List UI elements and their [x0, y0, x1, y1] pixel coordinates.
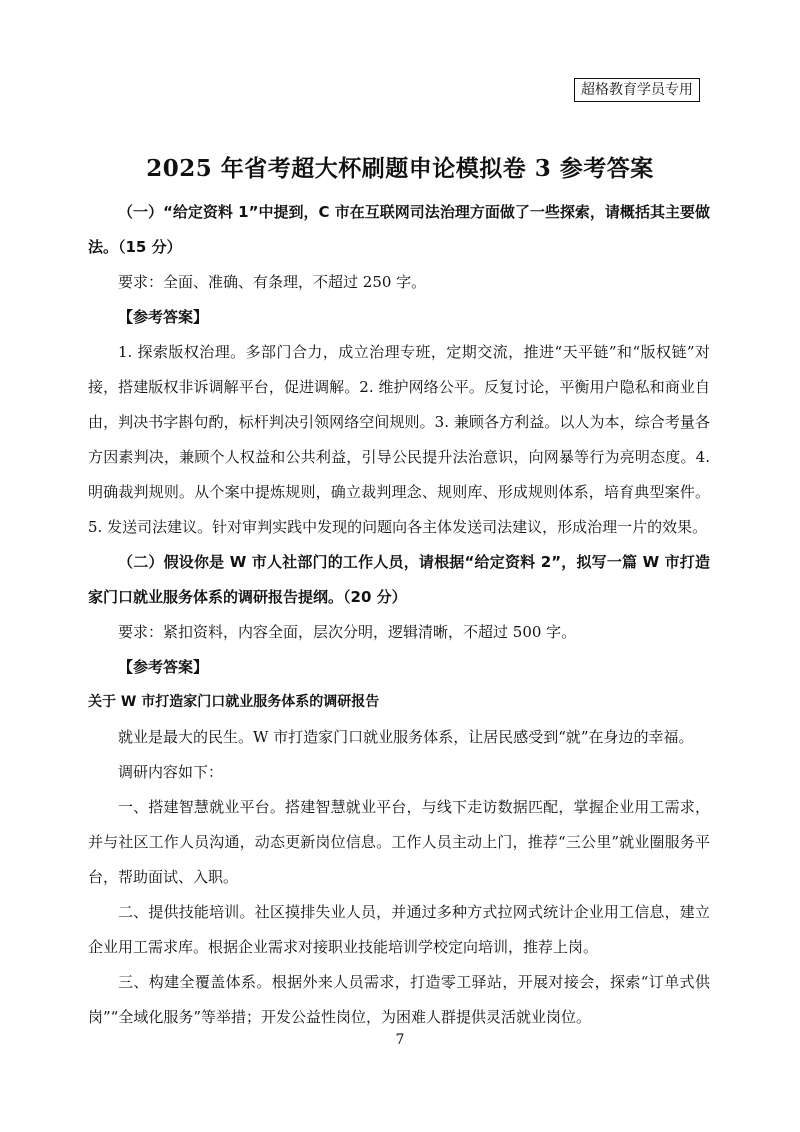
- report-paragraph: 就业是最大的民生。W 市打造家门口就业服务体系，让居民感受到“就”在身边的幸福。: [118, 728, 694, 746]
- content: [88, 195, 710, 1035]
- requirement-2: 要求：紧扣资料，内容全面，层次分明，逻辑清晰，不超过 500 字。: [118, 623, 577, 641]
- report-paragraph: 调研内容如下：: [118, 763, 224, 781]
- page-title: 2025 年省考超大杯刷题申论模拟卷 3 参考答案: [146, 155, 654, 182]
- header-label: 超格教育学员专用: [574, 78, 700, 102]
- report-paragraph: 二、提供技能培训。社区摸排失业人员，并通过多种方式拉网式统计企业用工信息，建立企业用工需求库。根据企业需求对接职业技能培训学校定向培训，推荐上岗。: [88, 903, 710, 956]
- report-paragraph: 一、搭建智慧就业平台。搭建智慧就业平台，与线下走访数据匹配，掌握企业用工需求，并与社区工作人员沟通，动态更新岗位信息。工作人员主动上门，推荐“三公里”就业圈服务平台，帮助面试、入职。: [88, 798, 710, 886]
- answer-heading-1: 【参考答案】: [118, 308, 209, 326]
- report-title: 关于 W 市打造家门口就业服务体系的调研报告: [88, 694, 380, 710]
- answer-heading-2: 【参考答案】: [118, 658, 209, 676]
- requirement-1: 要求：全面、准确、有条理，不超过 250 字。: [118, 273, 427, 291]
- answer-1: 1. 探索版权治理。多部门合力，成立治理专班，定期交流，推进“天平链”和“版权链”对接，搭建版权非诉调解平台，促进调解。2. 维护网络公平。反复讨论，平衡用户隐私和商业自由，判决书字斟句酌，标杆判决引领网络空间规则。3. 兼顾各方利益。以人为本，综合考量各方因素判决，兼顾个人权益和公共利益，引导公民提升法治意识，向网暴等行为亮明态度。4. 明确裁判规则。从个案中提炼规则，确立裁判理念、规则库、形成规则体系，培育典型案件。5. 发送司法建议。针对审判实践中发现的问题向各主体发送司法建议，形成治理一片的效果。: [88, 343, 710, 536]
- question-2: （二）假设你是 W 市人社部门的工作人员，请根据“给定资料 2”，拟写一篇 W 市打造家门口就业服务体系的调研报告提纲。（20 分）: [88, 553, 710, 606]
- question-1: （一）“给定资料 1”中提到，C 市在互联网司法治理方面做了一些探索，请概括其主要做法。（15 分）: [88, 203, 710, 256]
- page-number: 7: [395, 1032, 405, 1048]
- report-paragraph: 三、构建全覆盖体系。根据外来人员需求，打造零工驿站，开展对接会，探索“订单式供岗”“全域化服务”等举措；开发公益性岗位，为困难人群提供灵活就业岗位。: [88, 973, 710, 1026]
